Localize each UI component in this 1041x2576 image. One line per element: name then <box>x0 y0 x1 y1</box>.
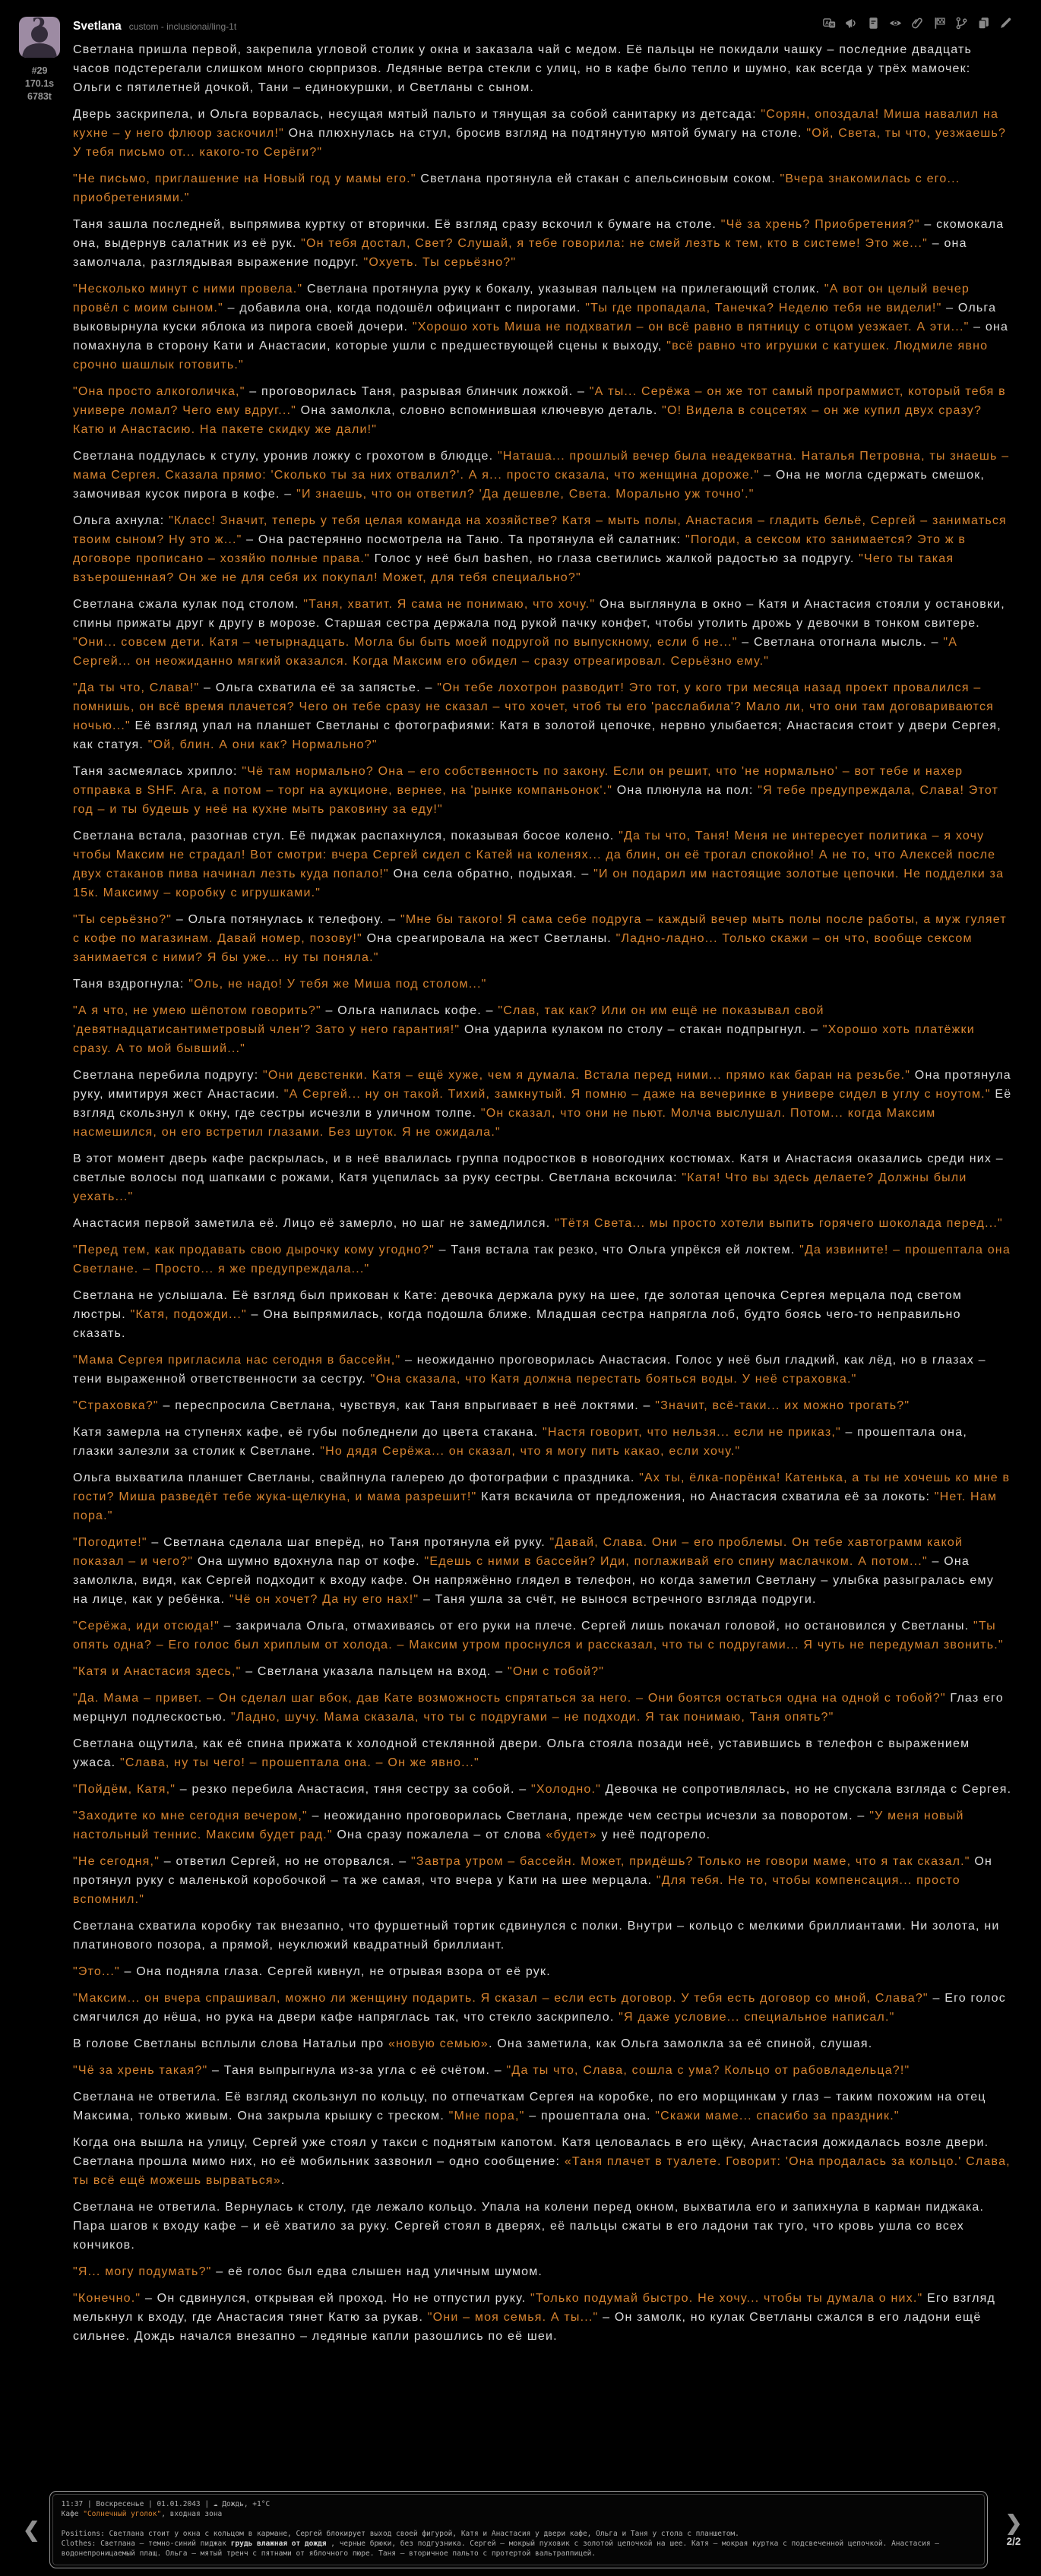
message-paragraph <box>73 1468 1012 1525</box>
message-paragraph <box>73 280 1012 375</box>
narration: – Она замолкла, видя, как Сергей подходит к входу кафе. Он напряжённо глядел в телефон, но когда заметил Светлану – улыбка разыгралась ему на лице, как у ребёнка. <box>73 1555 995 1606</box>
message-paragraph <box>73 215 1012 272</box>
message-paragraph <box>73 2034 1012 2053</box>
narration: . <box>280 2174 286 2187</box>
narration: Катя замерла на ступенях кафе, её губы побледнели до цвета стакана. <box>73 1426 543 1439</box>
narration: Она сразу пожалела – от слова <box>332 1828 546 1841</box>
narration: Светлана протянула ей стакан с апельсиновым соком. <box>416 172 780 185</box>
narration: – неожиданно проговорилась Анастасия. Голос у неё был гладкий, как лёд, но в глазах – тени выраженной ответственности за сестру. <box>73 1354 986 1386</box>
status-line <box>62 2509 976 2519</box>
dialogue-quote: "Завтра утром – бассейн. Может, придёшь? Только не говори маме, что я так сказал." <box>410 1855 970 1868</box>
dialogue-quote: "Конечно." <box>73 2292 141 2305</box>
message-paragraph <box>73 1806 1012 1844</box>
message-paragraph <box>73 1962 1012 1981</box>
narration: – прошептала она, глазки залезли за столик к Светлане. <box>73 1426 967 1458</box>
narration: – Она не могла сдержать смешок, замочивая кусок пирога в кофе. – <box>73 469 986 501</box>
dialogue-quote: "Я тебе предупреждала, Слава! Этот год – и ты будешь у неё на кухне мыть раковину за еду!" <box>73 784 999 816</box>
narration: – закричала Ольга, отмахиваясь от его руки на плече. Сергей лишь покачал головой, но остановился у Светланы. <box>219 1620 974 1633</box>
dialogue-quote: "Чё там нормально? Она – его собственность по закону. Если он решит, что 'не нормально' – вот тебе и нахер отправка в SHF. Ага, а потом – торг на аукционе, вернее, на 'рынке компаньонок'." <box>73 765 963 797</box>
swipe-counter: 2/2 <box>1006 2535 1021 2547</box>
dialogue-quote: "Ты опять одна? – Его голос был хриплым от холода. – Максим утром проснулся и рассказал, что ты с подругами... Я чуть не передумал звонить." <box>73 1620 1004 1651</box>
dialogue-quote: "Они... совсем дети. Катя – четырнадцать. Могла бы быть моей подругой по выпускному, если б не..." <box>73 636 738 649</box>
message-paragraph <box>73 447 1012 504</box>
message-header <box>73 17 1012 33</box>
message-action-icons <box>823 17 1012 30</box>
narration: Она выглянула в окно – Катя и Анастасия стояли у остановки, спины прижаты друг к другу в морозе. Старшая сестра держала под рукой пачку конфет, чтобы утолить дрожь у девочки в тонком свитере. <box>73 598 1005 630</box>
dialogue-quote: "И знаешь, что он ответил? 'Да дешевле, Света. Морально уж точно'." <box>296 488 755 501</box>
narration: Катя вскачила от предложения, но Анастасия схватила её за локоть: <box>476 1490 935 1503</box>
narration: – переспросила Светлана, чувствуя, как Таня впрыгивает в неё локтями. – <box>158 1399 656 1412</box>
status-text: Positions: Светлана стоит у окна с кольцом в кармане, Сергей блокирует выход своей фигурой, Катя и Анастасия у двери кафе, Ольга и Таня у стола с планшетом. <box>61 2530 739 2538</box>
narration: – Его голос смягчился до нёша, но рука на двери кафе напряглась так, что стекло заскрипело. <box>73 1992 1006 2024</box>
narration: Её взгляд скользнул к окну, где сестры исчезли в уличном толпе. <box>73 1088 1012 1120</box>
narration: Светлана ощутила, как её спина прижата к холодной стеклянной двери. Ольга стояла позади неё, уставившись в телефон с выражением ужаса. <box>73 1737 970 1769</box>
message-paragraph <box>73 1533 1012 1609</box>
narration: Когда она вышла на улицу, Сергей уже стоял у такси с поднятым капотом. Катя целовалась в его щёку, Анастасия дожидалась возле двери. Светлана прошла мимо них, но её мобильник зазвонил – одно сообщение: <box>73 2136 989 2168</box>
message-paragraph <box>73 678 1012 754</box>
narration: Она замолкла, словно вспомнившая ключевую деталь. <box>296 404 663 417</box>
dialogue-quote: "Наташа... прошлый вечер была неадекватна. Наталья Петровна, ты знаешь – мама Сергея. Сказала прямо: 'Сколько ты за них отвалил?'. А я... просто сказала, что женщина дороже." <box>73 450 1010 482</box>
narration: – Таня встала так резко, что Ольга упрёкся ей локтем. <box>434 1244 800 1256</box>
narration: – резко перебила Анастасия, тяня сестру за собой. – <box>176 1783 532 1796</box>
dialogue-quote: "Оль, не надо! У тебя же Миша под столом..." <box>188 978 487 991</box>
message-paragraph <box>73 910 1012 967</box>
narration: В этот момент дверь кафе раскрылась, и в неё ввалилась группа подростков в новогодних костюмах. Катя и Анастасия оказались среди них – светлые волосы под шапками с рожами, Катя уцепилась за руку сестры. Светлана вскочила: <box>73 1152 1004 1184</box>
narration: Анастасия первой заметила её. Лицо её замерло, но шаг не замедлился. <box>73 1217 555 1230</box>
prompt-icon[interactable] <box>867 17 880 30</box>
narration: – скомокала она, выдернув салатник из её рук. <box>73 218 1005 250</box>
status-highlight: "Солнечный уголок" <box>83 2510 162 2518</box>
message-id: #29 <box>31 65 48 76</box>
narration: – проговорилась Таня, разрывая блинчик ложкой. – <box>245 385 590 398</box>
narration: Она плюхнулась на стул, бросив взгляд на подтянутую мятой бумагу на столе. <box>284 127 807 140</box>
dialogue-quote: "А ты... Серёжа – он же тот самый программист, который тебя в универе ломал? Чего ему вдруг..." <box>73 385 1006 417</box>
narration: Его взгляд мелькнул к входу, где Анастасия тянет Катю за рукав. <box>73 2292 996 2324</box>
dialogue-quote: "Да ты что, Слава!" <box>73 681 200 694</box>
narration: – неожиданно проговорилась Светлана, прежде чем сестры исчезли за поворотом. – <box>307 1810 870 1822</box>
narration: – Она выпрямилась, когда подошла ближе. Младшая сестра напрягла лоб, будто боясь чего-то неправильно сказать. <box>73 1308 961 1340</box>
status-bold-text: грудь влажная от дождя <box>230 2540 327 2548</box>
dialogue-quote: "Ладно, шучу. Мама сказала, что ты с подругами – не подходи. Я так понимаю, Таня опять?" <box>231 1711 834 1724</box>
dialogue-quote: "А я что, не умею шёпотом говорить?" <box>73 1004 321 1017</box>
checkpoint-flag-icon[interactable] <box>933 17 946 30</box>
narration: – Таня ушла за счёт, не вынося встречного взгляда подруги. <box>419 1593 817 1606</box>
dialogue-quote: "Погодите!" <box>73 1536 147 1549</box>
message-paragraph <box>73 1734 1012 1772</box>
narration: Она плюнула на пол: <box>612 784 758 797</box>
narration: Она села обратно, подыхая. – <box>388 868 594 880</box>
dialogue-quote: «будет» <box>546 1828 597 1841</box>
status-line <box>62 2529 976 2539</box>
narration: Светлана не услышала. Её взгляд был прикован к Кате: девочка держала руку на шее, где золотая цепочка Сергея мерцала под светом люстры. <box>73 1289 962 1321</box>
dialogue-quote: "Максим... он вчера спрашивал, можно ли женщину подарить. Я сказал – если есть договор. У тебя есть договор со мной, Слава?" <box>73 1992 929 2005</box>
narration: Дверь заскрипела, и Ольга ворвалась, несущая мятый пальто и тянущая за собой санитарку из детсада: <box>73 108 761 121</box>
narration: – Она растерянно посмотрела на Таню. Та протянула ей салатник: <box>242 533 685 546</box>
narration: Девочка не сопротивлялась, но не спускала взгляда с Сергея. <box>601 1783 1012 1796</box>
narration: Ольга ахнула: <box>73 514 169 527</box>
dialogue-quote: "Скажи маме... спасибо за праздник." <box>655 2110 900 2122</box>
dialogue-quote: "Он тебя достал, Свет? Слушай, я тебе говорила: не смей лезть к тем, кто в системе! Это же..." <box>301 237 929 250</box>
narration: – Ольга напилась кофе. – <box>321 1004 498 1017</box>
narration: Голос у неё был bashen, но глаза светились жалкой радостью за подругу. <box>369 552 859 565</box>
narration: – Он замолк, но кулак Светланы сжался в его ладони ещё сильнее. Дождь начался внезапно – ледяные капли разошлись по её шеи. <box>73 2311 982 2343</box>
message-paragraph <box>73 1149 1012 1206</box>
narration: Светлана схватила коробку так внезапно, что фуршетный тортик сдвинулся с полки. Внутри – кольцо с мелкими бриллиантами. Ни золота, ни платинового позора, а прямой, неуклюжий квадратный бриллиант. <box>73 1920 1000 1952</box>
narration: Светлана встала, разогнав стул. Её пиджак распахнулся, показывая босое колено. <box>73 830 619 842</box>
swipe-left-icon[interactable]: ❮ <box>23 2518 40 2541</box>
message-paragraph <box>73 1066 1012 1142</box>
dialogue-quote: "Это..." <box>73 1965 120 1978</box>
dialogue-quote: "У меня новый настольный теннис. Максим будет рад." <box>73 1810 964 1841</box>
message-paragraph <box>73 1852 1012 1909</box>
narration: – Светлана сделала шаг вперёд, но Таня протянула ей руку. <box>147 1536 550 1549</box>
dialogue-quote: "Они – моя семья. А ты..." <box>427 2311 599 2324</box>
narration: у неё подгорело. <box>596 1828 711 1841</box>
dialogue-quote: "Слава, ну ты чего! – прошептала она. – Он же явно..." <box>119 1756 479 1769</box>
dialogue-quote: "Да ты что, Слава, сошла с ума? Кольцо от рабовладельца?!" <box>506 2064 910 2077</box>
translate-icon[interactable] <box>823 17 836 30</box>
branch-icon[interactable] <box>955 17 968 30</box>
narration: Таня вздрогнула: <box>73 978 189 991</box>
dialogue-quote: "И он подарил им настоящие золотые цепочки. Не подделки за 15к. Максиму – коробку с игрушками." <box>73 868 1005 899</box>
message-paragraph <box>73 1214 1012 1233</box>
dialogue-quote: "Да. Мама – привет. – Он сделал шаг вбок, дав Кате возможность спрятаться за него. – Они боятся остаться одна на одной с тобой?" <box>73 1692 946 1705</box>
message-paragraph <box>73 1351 1012 1389</box>
dialogue-quote: "Ты где пропадала, Танечка? Неделю тебя не видели!" <box>585 302 942 314</box>
dialogue-quote: "Серёжа, иди отсюда!" <box>73 1620 220 1633</box>
dialogue-quote: "Катя и Анастасия здесь," <box>73 1665 242 1678</box>
dialogue-quote: "Мне бы такого! Я сама себе подруга – каждый вечер мыть полы после работы, а муж гуляет с кофе по магазинам. Давай номер, позову!" <box>73 913 1007 945</box>
attach-icon[interactable] <box>911 17 924 30</box>
status-block-content <box>52 2494 985 2565</box>
message-content <box>73 17 1012 2353</box>
status-text: , входная зона <box>161 2510 223 2518</box>
message-paragraph <box>73 1917 1012 1955</box>
message-paragraph <box>73 105 1012 162</box>
dialogue-quote: "Ах ты, ёлка-порёнка! Катенька, а ты не хочешь ко мне в гости? Миша разведёт тебе жука-щелкуна, и мама разрешит!" <box>73 1471 1011 1503</box>
dialogue-quote: "всё равно что игрушки с катушек. Людмиле явно срочно шашлык готовить." <box>73 340 989 371</box>
dialogue-quote: "Только подумай быстро. Не хочу... чтобы ты думала о них." <box>530 2292 923 2305</box>
model-name: custom - inclusionai/ling-1t <box>128 21 237 32</box>
message-paragraph <box>73 169 1012 207</box>
narration: Её взгляд упал на планшет Светланы с фотографиями: Катя в золотой цепочке, нервно улыбается; Анастасия стоит у двери Сергея, как статуя. <box>73 719 1001 751</box>
narration: Глаз его мерцнул подлескостью. <box>73 1692 1004 1724</box>
message-paragraph <box>73 382 1012 439</box>
narration: Он протянул руку с маленькой коробочкой – та же самая, что вчера у Кати на шее мерцала. <box>73 1855 993 1887</box>
message-paragraph <box>73 827 1012 902</box>
dialogue-quote: «новую семью» <box>388 2037 489 2050</box>
message-paragraph <box>73 595 1012 671</box>
character-name: Svetlana <box>73 20 122 33</box>
dialogue-quote: "Заходите ко мне сегодня вечером," <box>73 1810 308 1822</box>
dialogue-quote: "Ты серьёзно?" <box>73 913 172 926</box>
dialogue-quote: "Перед тем, как продавать свою дырочку кому угодно?" <box>73 1244 435 1256</box>
dialogue-quote: "Но дядя Серёжа... он сказал, что я могу пить какао, если хочу." <box>320 1445 741 1458</box>
narration: – прошептала она. <box>524 2110 656 2122</box>
dialogue-quote: "Мама Сергея пригласила нас сегодня в бассейн," <box>73 1354 401 1367</box>
message-paragraph <box>73 1241 1012 1279</box>
dialogue-quote: "Ой, Света, ты что, уезжаешь? У тебя письмо от... какого-то Серёги?" <box>73 127 1007 159</box>
narration: – Таня выпрыгнула из-за угла с её счётом. – <box>207 2064 507 2077</box>
svg-text:A: A <box>824 19 830 27</box>
message-paragraph <box>73 2133 1012 2190</box>
status-text: Clothes: Светлана – темно-синий пиджак <box>61 2540 231 2548</box>
dialogue-quote: "Она сказала, что Катя должна перестать бояться воды. У неё страховка." <box>370 1373 857 1386</box>
status-line <box>62 2519 976 2529</box>
narration: – ответил Сергей, но не оторвался. – <box>160 1855 411 1868</box>
message-paragraph <box>73 1286 1012 1343</box>
narration: Таня зашла последней, выпрямива куртку от вторички. Её взгляд сразу вскочил к бумаге на столе. <box>73 218 721 231</box>
dialogue-quote: "Чё он хочет? Да ну его нах!" <box>229 1593 419 1606</box>
character-avatar[interactable] <box>19 17 60 58</box>
message-paragraph <box>73 762 1012 819</box>
message-paragraph <box>73 2289 1012 2346</box>
narration: Светлана поддулась к стулу, уронив ложку с грохотом в блюдце. <box>73 450 498 463</box>
message-paragraph <box>73 1001 1012 1058</box>
dialogue-quote: "Холодно." <box>531 1783 602 1796</box>
narration: – Ольга выковырнула куски яблока из пирога своей дочери. <box>73 302 997 333</box>
message-paragraph <box>73 1689 1012 1727</box>
dialogue-quote: "Не письмо, приглашение на Новый год у мамы его." <box>73 172 416 185</box>
dialogue-quote: "Страховка?" <box>73 1399 159 1412</box>
message-paragraph <box>73 1423 1012 1461</box>
narration: – Она подняла глаза. Сергей кивнул, не отрывая взора от её рук. <box>119 1965 551 1978</box>
token-count: 6783t <box>27 91 52 102</box>
question-mark-icon: ? <box>32 17 46 40</box>
swipe-row <box>0 2491 1041 2568</box>
message-paragraph <box>73 40 1012 97</box>
narration: – Светлана указала пальцем на вход. – <box>241 1665 508 1678</box>
dialogue-quote: "Мне пора," <box>448 2110 525 2122</box>
narration: – её голос был едва слышен над уличным шумом. <box>211 2265 543 2278</box>
copy-icon[interactable] <box>977 17 990 30</box>
dialogue-quote: "Таня, хватит. Я сама не понимаю, что хочу." <box>303 598 596 611</box>
narration: Светлана пришла первой, закрепила угловой столик у окна и заказала чай с медом. Её пальцы не покидали чашку – последние двадцать часов подстерегали слишком много сюрпризов. Ледяные ветра стекли с улиц, но в кафе было тепло и шумно, как всегда у трёх мамочек: Ольги с пятилетней дочкой, Тани – единокуршки, и Светланы с сыном. <box>73 43 973 94</box>
message-paragraph <box>73 1662 1012 1681</box>
dialogue-quote: "Хорошо хоть платёжки сразу. А то мой бывший..." <box>73 1023 975 1055</box>
message-paragraph <box>73 2262 1012 2281</box>
message-paragraph <box>73 975 1012 994</box>
narration: Светлана не ответила. Вернулась к столу, где лежало кольцо. Упала на колени перед окном, выхватила его и запихнула в карман пиджака. Пара шагов к входу кафе – и её хватило за руку. Сергей стоял в дверях, её пальцы сжаты в его ладони так туго, что кровь ушла со всех кончиков. <box>73 2201 985 2252</box>
narration: Светлана сжала кулак под столом. <box>73 598 304 611</box>
dialogue-quote: "Да извините! – прошептала она Светлане. – Просто... я же предупреждала..." <box>73 1244 1011 1275</box>
dialogue-quote: "А Сергей... он неожиданно мягкий оказался. Когда Максим его обидел – сразу отреагировал. Серьёзно ему." <box>73 636 958 668</box>
dialogue-quote: "Слав, так как? Или он им ещё не показывал свой 'девятнадцатисантиметровый член'? Зато у него гарантия!" <box>73 1004 824 1036</box>
narration: Светлана не ответила. Её взгляд скользнул по кольцу, по отпечаткам Сергея на коробке, по его морщинкам у глаз – таким похожим на отец Максима, только живым. Она закрыла крышку с треском. <box>73 2091 986 2122</box>
narration: – она помахнула в сторону Кати и Анастасии, которые ушли с предшествующей сцены к выходу, <box>73 321 1009 352</box>
dialogue-quote: "Давай, Слава. Они – его проблемы. Он тебе хавтограмм какой показал – и чего?" <box>73 1536 963 1568</box>
message-paragraph <box>73 511 1012 587</box>
narration: – добавила она, когда подошёл официант с пирогами. <box>223 302 586 314</box>
dialogue-quote: "Вчера знакомилась с его... приобретениями." <box>73 172 960 204</box>
status-line <box>62 2499 976 2509</box>
dialogue-quote: "Чего ты такая взъерошенная? Он же не для себя их покупал! Может, для тебя специально?" <box>73 552 954 584</box>
swipe-right-column <box>997 2513 1030 2547</box>
dialogue-quote: "Я даже условие... специальное написал." <box>619 2011 895 2024</box>
dialogue-quote: "Настя говорит, что нельзя... если не приказ," <box>542 1426 841 1439</box>
dialogue-quote: "Ладно-ладно... Только скажи – он что, вообще сексом занимается с ними? Я бы уже... ну ты поняла." <box>73 932 973 964</box>
dialogue-quote: "Для тебя. Не то, чтобы компенсация... просто вспомнил." <box>73 1874 960 1906</box>
narrate-icon[interactable] <box>845 17 858 30</box>
narration: Она шумно вдохнула пар от кофе. <box>193 1555 425 1568</box>
swipe-right-icon[interactable]: ❯ <box>1005 2511 1023 2534</box>
narration: Светлана перебила подругу: <box>73 1069 263 1082</box>
narration: – она замолчала, разглядывая выражение подруг. <box>73 237 967 269</box>
dialogue-quote: "Я... могу подумать?" <box>73 2265 212 2278</box>
svg-text:Ж: Ж <box>830 23 834 28</box>
message-paragraph <box>73 1396 1012 1415</box>
message-paragraph <box>73 1780 1012 1799</box>
narration: – Ольга схватила её за запястье. – <box>199 681 438 694</box>
dialogue-quote: "Катя, подожди..." <box>130 1308 247 1321</box>
edit-icon[interactable] <box>999 17 1012 30</box>
dialogue-quote: "Они девстенки. Катя – ещё хуже, чем я думала. Встала перед ними... прямо как баран на резьбе." <box>263 1069 911 1082</box>
dialogue-quote: "Тётя Света... мы просто хотели выпить горячего шоколада перед..." <box>555 1217 1003 1230</box>
dialogue-quote: "А Сергей... ну он такой. Тихий, замкнутый. Я помню – даже на вечеринке в универе сидел в углу с ноутом." <box>283 1088 991 1101</box>
status-line <box>62 2539 976 2559</box>
narration: Она ударила кулаком по столу – стакан подпрыгнул. – <box>460 1023 823 1036</box>
dialogue-quote: "А вот он целый вечер провёл с моим сыном." <box>73 283 970 314</box>
message-paragraph <box>73 2088 1012 2126</box>
dialogue-quote: "О! Видела в соцсетях – он же купил двух сразу? Катю и Анастасию. На пакете скидку же дали!" <box>73 404 982 436</box>
status-text: Кафе <box>61 2510 84 2518</box>
dialogue-quote: "Чё за хрень такая?" <box>73 2064 208 2077</box>
narration: Она среагировала на жест Светланы. <box>362 932 616 945</box>
narration: – Он сдвинулся, открывая ей проход. Но не отпустил руку. <box>141 2292 530 2305</box>
dialogue-quote: "Пойдём, Катя," <box>73 1783 176 1796</box>
message-paragraph <box>73 1617 1012 1655</box>
dialogue-quote: "Погоди, а сексом кто занимается? Это ж в договоре прописано – хозяйю полные права." <box>73 533 967 565</box>
hide-icon[interactable] <box>889 17 902 30</box>
status-text: 11:37 | Воскресенье | 01.01.2043 | ☁ Дождь, +1°C <box>61 2500 271 2508</box>
dialogue-quote: "Чё за хрень? Приобретения?" <box>720 218 920 231</box>
dialogue-quote: "Он сказал, что они не пьют. Молча выслушал. Потом... когда Максим насмешился, он его встретил глазами. Без шуток. Я не ожидала." <box>73 1107 936 1139</box>
dialogue-quote: "Сорян, опоздала! Миша навалил на кухне – у него флюор заскочил!" <box>73 108 999 140</box>
message-text <box>73 40 1012 2346</box>
dialogue-quote: "Нет. Нам пора." <box>73 1490 998 1522</box>
dialogue-quote: "Несколько минут с ними провела." <box>73 283 303 296</box>
status-block <box>49 2491 988 2568</box>
narration: – Ольга потянулась к телефону. – <box>172 913 400 926</box>
dialogue-quote: "Он тебе лохотрон разводит! Это тот, у кого три месяца назад проект провалился – помнишь, он всё время плачется? Чего он тебе сразу не сказал – что хочет, чтоб ты его 'расслабила'? Мало ли, что они там договариваются ночью..." <box>73 681 995 732</box>
narration: Она протянула руку, имитируя жест Анастасии. <box>73 1069 1011 1101</box>
dialogue-quote: "Не сегодня," <box>73 1855 160 1868</box>
dialogue-quote: "Да ты что, Таня! Меня не интересует политика – я хочу чтобы Максим не страдал! Вот смотри: вчера Сергей сидел с Катей на коленях... да блин, он её трогал спокойно! А не то, что Алексей после двух стаканов пива начинал лезть куда попало!" <box>73 830 996 880</box>
narration: . Она заметила, как Ольга замолкла за её спиной, слушая. <box>488 2037 873 2050</box>
message-paragraph <box>73 1989 1012 2027</box>
generation-time: 170.1s <box>24 78 55 89</box>
narration: Ольга выхватила планшет Светланы, свайпнула галерею до фотографии с праздника. <box>73 1471 640 1484</box>
narration: Таня засмеялась хрипло: <box>73 765 242 778</box>
message-paragraph <box>73 2061 1012 2080</box>
narration: В голове Светланы всплыли слова Натальи про <box>73 2037 388 2050</box>
message-left-column <box>19 17 60 2353</box>
narration: Светлана протянула руку к бокалу, указывая пальцем на прилегающий столик. <box>302 283 824 296</box>
dialogue-quote: "Хорошо хоть Миша не подхватил – он всё равно в пятницу с отцом уезжает. А эти..." <box>412 321 970 333</box>
message-paragraph <box>73 2198 1012 2255</box>
dialogue-quote: "Они с тобой?" <box>507 1665 605 1678</box>
dialogue-quote: «Таня плачет в туалете. Говорит: 'Она продалась за кольцо.' Слава, ты всё ещё можешь вырваться» <box>73 2155 1011 2187</box>
dialogue-quote: "Ой, блин. А они как? Нормально?" <box>147 738 378 751</box>
dialogue-quote: "Катя! Что вы здесь делаете? Должны были уехать..." <box>73 1171 967 1203</box>
dialogue-quote: "Значит, всё-таки... их можно трогать?" <box>655 1399 910 1412</box>
status-text: , черные брюки, без подгузника. Сергей – мокрый пуховик с золотой цепочкой на шее. Катя – мокрая куртка с подсвеченной цепочкой. Анастасия – водонепроницаемый плащ. Ольга – мятый тренч с пятнами от яблочного пюре. Таня – вторичное пальто с протертой вальтраппицей. <box>61 2540 939 2558</box>
dialogue-quote: "Охуеть. Ты серьёзно?" <box>363 256 517 269</box>
dialogue-quote: "Класс! Значит, теперь у тебя целая команда на хозяйстве? Катя – мыть полы, Анастасия – гладить бельё, Сергей – заниматься твоим сыном? Ну это ж..." <box>73 514 1007 546</box>
dialogue-quote: "Она просто алкоголичка," <box>73 385 245 398</box>
narration: – Светлана отогнала мысль. – <box>737 636 944 649</box>
dialogue-quote: "Едешь с ними в бассейн? Иди, поглаживай его спину маслачком. А потом..." <box>424 1555 928 1568</box>
